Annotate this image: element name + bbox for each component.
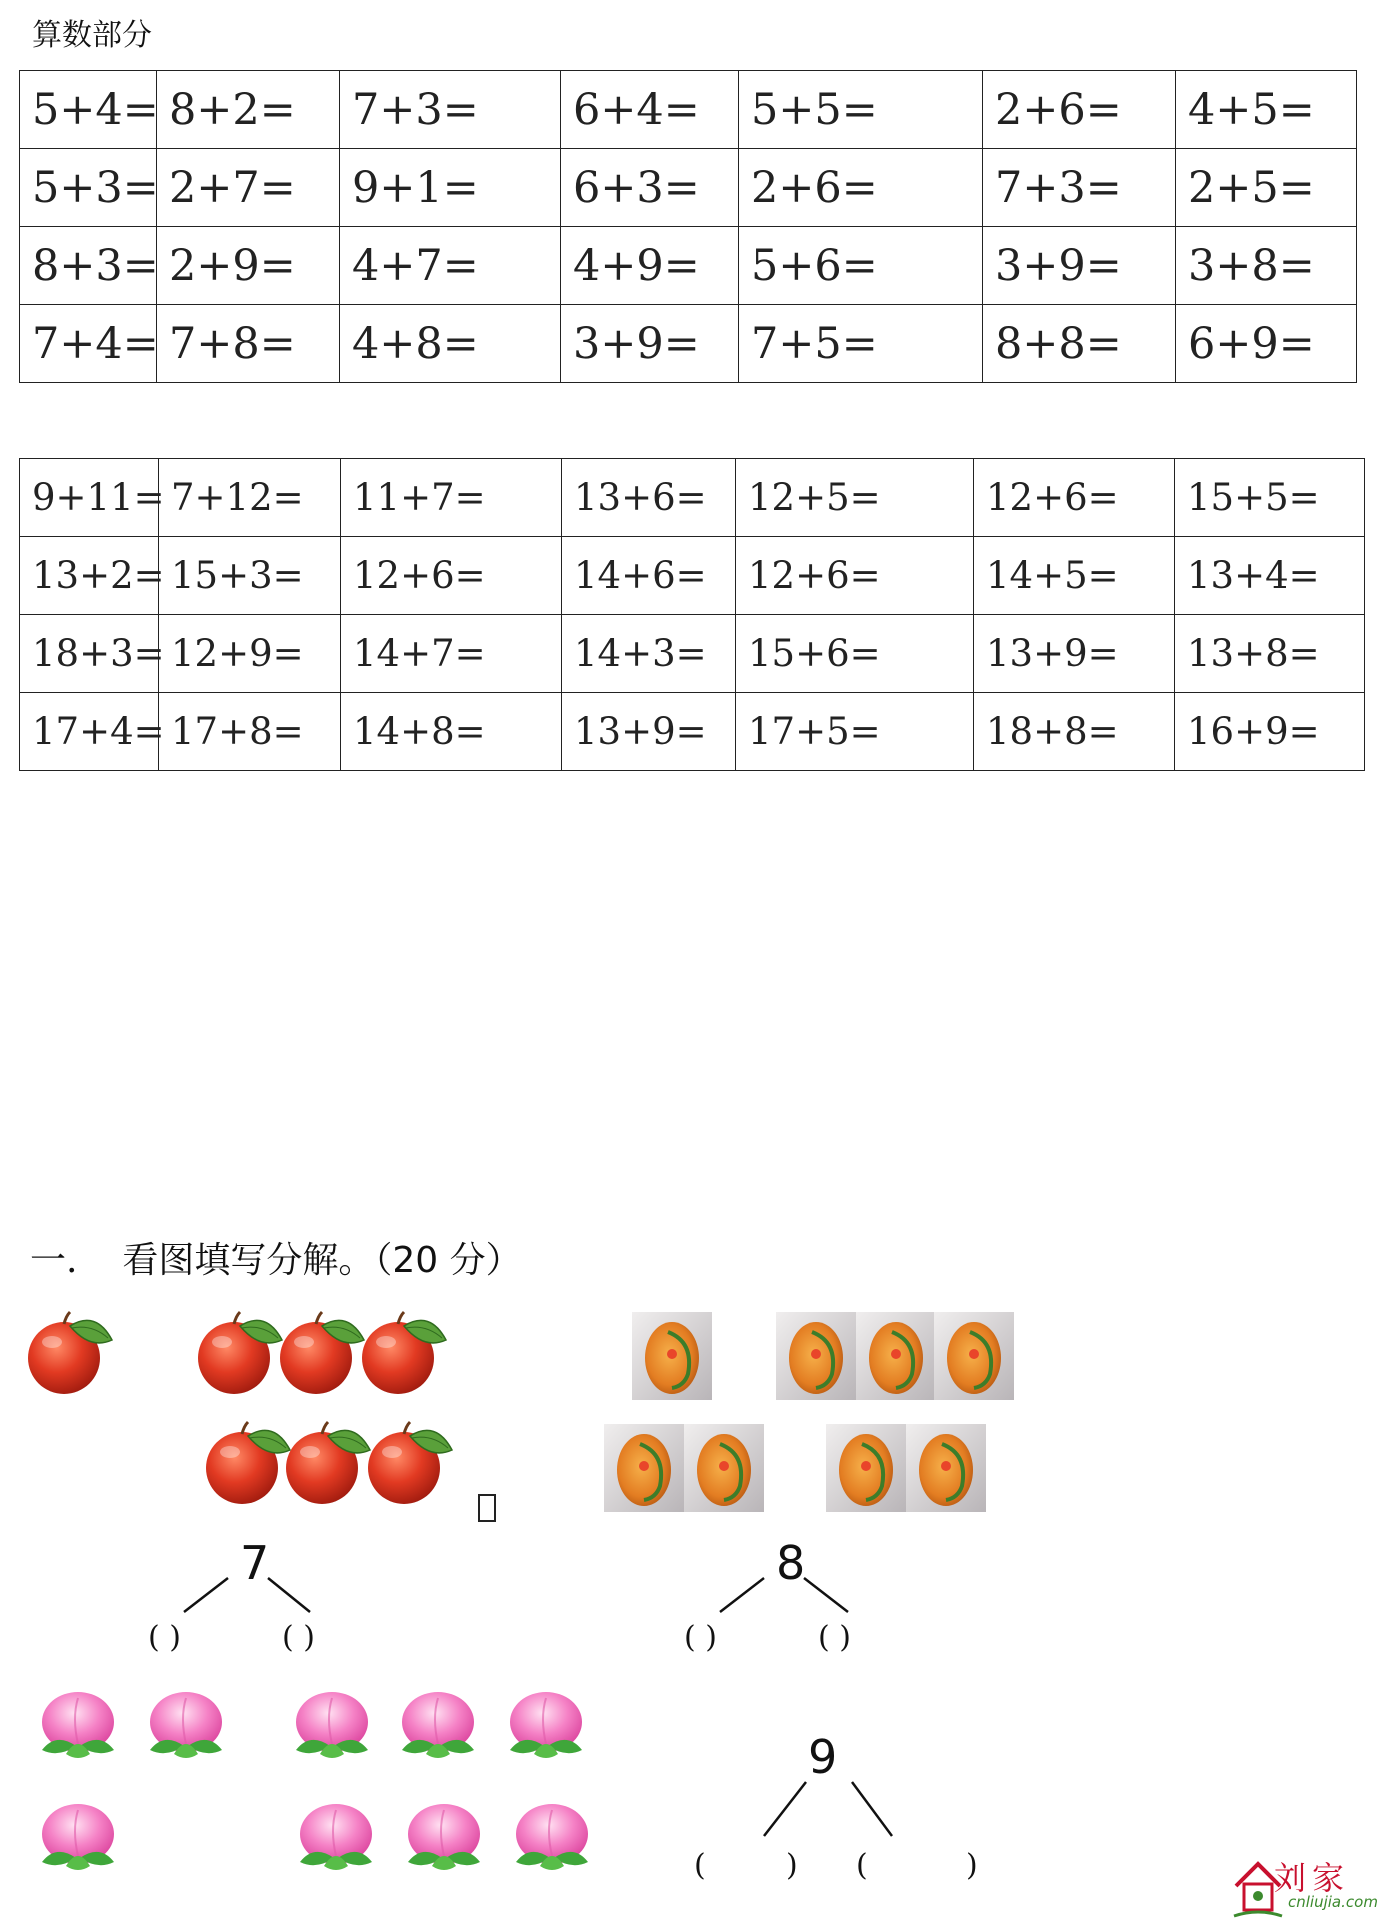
site-logo — [1222, 1853, 1378, 1915]
equation-cell: 7+12= — [159, 459, 341, 537]
orange-image — [906, 1424, 986, 1512]
equation-cell: 3+8= — [1176, 227, 1357, 305]
orange-image — [856, 1312, 936, 1400]
equation-cell: 5+4= — [20, 71, 157, 149]
equation-cell: 2+7= — [157, 149, 340, 227]
equation-cell: 9+11= — [20, 459, 159, 537]
equation-cell: 12+9= — [159, 615, 341, 693]
tree-branch-line — [764, 1782, 806, 1836]
equation-cell: 14+3= — [562, 615, 736, 693]
equation-cell: 4+7= — [340, 227, 561, 305]
question-points: 20 — [392, 1240, 439, 1281]
peach-image — [402, 1692, 474, 1758]
equation-cell: 15+3= — [159, 537, 341, 615]
peach-image — [300, 1804, 372, 1870]
peach-image — [42, 1692, 114, 1758]
apple-image — [28, 1312, 112, 1394]
tree-left-blank-close: ) — [786, 1848, 798, 1883]
orange-image — [684, 1424, 764, 1512]
equation-cell: 7+5= — [739, 305, 983, 383]
equation-cell: 13+8= — [1175, 615, 1365, 693]
tree-branch-line — [184, 1578, 228, 1612]
tree-left-blank-open: ( — [694, 1848, 706, 1883]
equation-cell: 17+4= — [20, 693, 159, 771]
orange-image — [604, 1424, 684, 1512]
equation-cell: 18+8= — [974, 693, 1175, 771]
equation-cell: 6+3= — [561, 149, 739, 227]
peach-image — [42, 1804, 114, 1870]
logo-name: 刘家 — [1274, 1859, 1351, 1897]
equation-cell: 2+6= — [983, 71, 1176, 149]
equation-cell: 17+5= — [736, 693, 974, 771]
tree-left-blank: ( ) — [684, 1620, 717, 1655]
question-points-suffix: 分） — [438, 1240, 522, 1281]
missing-glyph-box — [478, 1494, 496, 1522]
tree-branch-line — [268, 1578, 310, 1612]
equation-cell: 5+6= — [739, 227, 983, 305]
equation-cell: 8+8= — [983, 305, 1176, 383]
tree-right-blank-close: ) — [966, 1848, 978, 1883]
tree-branch-line — [804, 1578, 848, 1612]
tree-right-blank: ( ) — [818, 1620, 851, 1655]
peach-image — [408, 1804, 480, 1870]
equation-cell: 4+5= — [1176, 71, 1357, 149]
tree-right-blank-open: ( — [856, 1848, 868, 1883]
equation-cell: 9+1= — [340, 149, 561, 227]
equation-cell: 14+8= — [341, 693, 562, 771]
equation-cell: 7+3= — [983, 149, 1176, 227]
peach-image — [510, 1692, 582, 1758]
peach-image — [296, 1692, 368, 1758]
question-number: 一. — [30, 1240, 78, 1281]
equation-cell: 6+9= — [1176, 305, 1357, 383]
apple-image — [206, 1422, 290, 1504]
equation-cell: 3+9= — [983, 227, 1176, 305]
tree-left-blank: ( ) — [148, 1620, 181, 1655]
orange-image — [776, 1312, 856, 1400]
equation-cell: 11+7= — [341, 459, 562, 537]
section-title: 算数部分 — [32, 18, 152, 53]
equation-cell: 14+5= — [974, 537, 1175, 615]
logo-url: cnliujia.com — [1288, 1893, 1378, 1911]
equation-cell: 16+9= — [1175, 693, 1365, 771]
equation-cell: 17+8= — [159, 693, 341, 771]
question-text: 看图填写分解。（ — [122, 1240, 393, 1281]
apple-image — [362, 1312, 446, 1394]
orange-image — [934, 1312, 1014, 1400]
equation-cell: 12+5= — [736, 459, 974, 537]
equation-cell: 13+9= — [974, 615, 1175, 693]
apple-image — [198, 1312, 282, 1394]
equation-cell: 5+3= — [20, 149, 157, 227]
equation-cell: 4+9= — [561, 227, 739, 305]
equation-cell: 2+9= — [157, 227, 340, 305]
equation-cell: 12+6= — [341, 537, 562, 615]
equation-cell: 6+4= — [561, 71, 739, 149]
equation-cell: 13+9= — [562, 693, 736, 771]
equation-cell: 2+5= — [1176, 149, 1357, 227]
equation-cell: 18+3= — [20, 615, 159, 693]
equation-cell: 7+3= — [340, 71, 561, 149]
equation-cell: 8+2= — [157, 71, 340, 149]
equation-cell: 15+5= — [1175, 459, 1365, 537]
equation-cell: 14+7= — [341, 615, 562, 693]
peach-image — [516, 1804, 588, 1870]
equation-cell: 2+6= — [739, 149, 983, 227]
apple-image — [280, 1312, 364, 1394]
tree-total-number: 9 — [808, 1730, 838, 1784]
equation-cell: 13+2= — [20, 537, 159, 615]
equation-cell: 12+6= — [736, 537, 974, 615]
equation-cell: 5+5= — [739, 71, 983, 149]
orange-image — [632, 1312, 712, 1400]
equation-cell: 13+6= — [562, 459, 736, 537]
apple-image — [368, 1422, 452, 1504]
equation-cell: 13+4= — [1175, 537, 1365, 615]
apple-image — [286, 1422, 370, 1504]
tree-total-number: 8 — [776, 1536, 806, 1590]
equation-cell: 7+4= — [20, 305, 157, 383]
equation-cell: 15+6= — [736, 615, 974, 693]
tree-branch-line — [720, 1578, 764, 1612]
equation-cell: 12+6= — [974, 459, 1175, 537]
orange-image — [826, 1424, 906, 1512]
equation-cell: 8+3= — [20, 227, 157, 305]
equation-cell: 4+8= — [340, 305, 561, 383]
tree-total-number: 7 — [240, 1536, 270, 1590]
peach-image — [150, 1692, 222, 1758]
tree-right-blank: ( ) — [282, 1620, 315, 1655]
equation-cell: 7+8= — [157, 305, 340, 383]
tree-branch-line — [852, 1782, 892, 1836]
equation-cell: 3+9= — [561, 305, 739, 383]
equation-cell: 14+6= — [562, 537, 736, 615]
